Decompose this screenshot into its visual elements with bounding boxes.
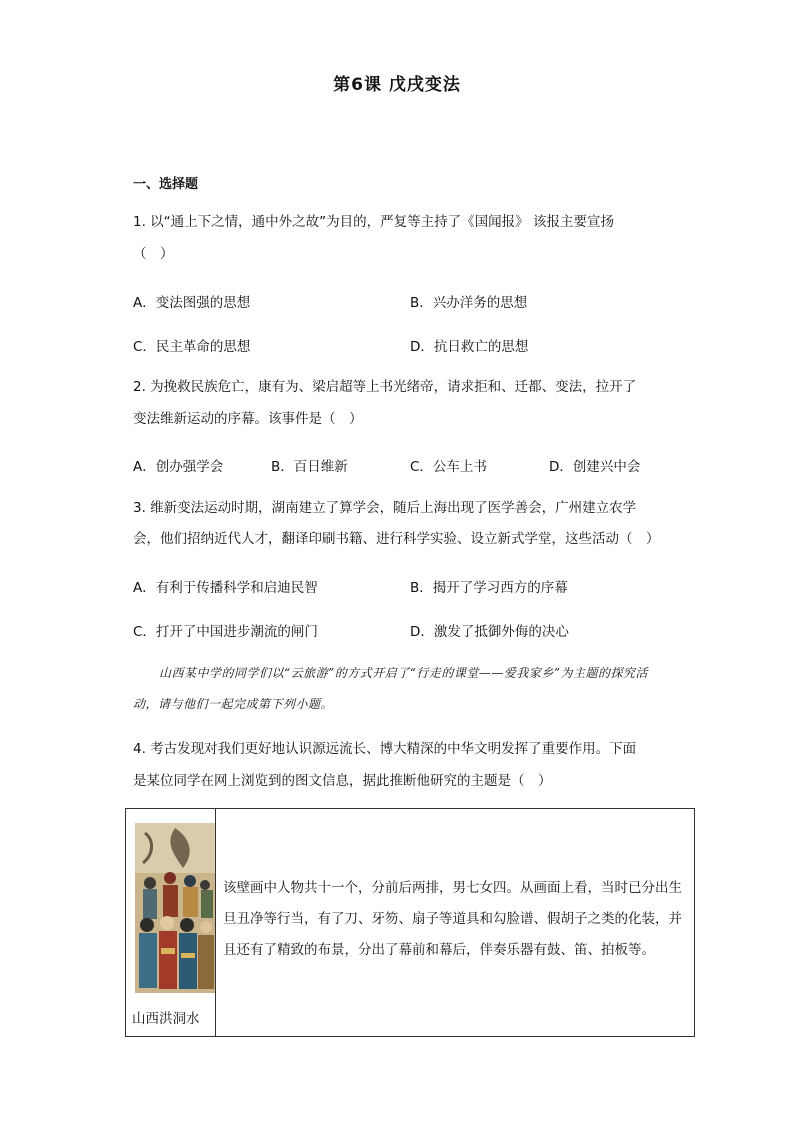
option-a: A．创办强学会 [133, 459, 224, 475]
option-b: B．兴办洋务的思想 [410, 295, 528, 311]
option-d: D．激发了抵御外侮的决心 [410, 624, 569, 640]
question-2-text: 2. 为挽救民族危亡，康有为、梁启超等上书光绪帝，请求拒和、迁都、变法，拉开了 [133, 379, 637, 395]
table-divider [215, 809, 216, 1036]
option-d: D．创建兴中会 [549, 459, 641, 475]
option-c: C．打开了中国进步潮流的闸门 [133, 624, 318, 640]
info-table [125, 808, 695, 1037]
mural-image [135, 823, 215, 993]
option-c: C．公车上书 [410, 459, 487, 475]
question-3-text-cont: 会，他们招纳近代人才，翻译印刷书籍、进行科学实验、设立新式学堂，这些活动（ ） [133, 531, 660, 547]
question-1-text: 1. 以“通上下之情，通中外之故”为目的，严复等主持了《国闻报》 该报主要宣扬 [133, 214, 614, 230]
question-3-text: 3. 维新变法运动时期，湖南建立了算学会，随后上海出现了医学善会，广州建立农学 [133, 500, 637, 516]
page-title: 第6课 戊戌变法 [333, 75, 461, 95]
option-a: A．变法图强的思想 [133, 295, 251, 311]
option-a: A．有利于传播科学和启迪民智 [133, 580, 318, 596]
mural-description: 该壁画中人物共十一个，分前后两排，男七女四。从画面上看，当时已分出生旦丑净等行当，有了刀、牙笏、扇子等道具和勾脸谱、假胡子之类的化装，并且还有了精致的布景，分出了幕前和幕后，伴奏乐器有鼓、笛、拍板等。 [223, 880, 682, 958]
mural-figures [135, 823, 215, 993]
material-intro: 山西某中学的同学们以“云旅游”的方式开启了“行走的课堂——爱我家乡”为主题的探究活动，请与他们一起完成第下列小题。 [133, 666, 649, 711]
image-caption: 山西洪洞水 [132, 1011, 200, 1027]
option-b: B．揭开了学习西方的序幕 [410, 580, 568, 596]
section-heading: 一、选择题 [133, 177, 199, 192]
question-2-text-cont: 变法维新运动的序幕。该事件是（ ） [133, 411, 363, 427]
option-b: B．百日维新 [271, 459, 348, 475]
question-4-text-cont: 是某位同学在网上浏览到的图文信息，据此推断他研究的主题是（ ） [133, 773, 552, 789]
question-4-text: 4. 考古发现对我们更好地认识源远流长、博大精深的中华文明发挥了重要作用。下面 [133, 741, 637, 757]
question-1-blank: （ ） [133, 246, 174, 262]
option-c: C．民主革命的思想 [133, 339, 251, 355]
option-d: D．抗日救亡的思想 [410, 339, 529, 355]
